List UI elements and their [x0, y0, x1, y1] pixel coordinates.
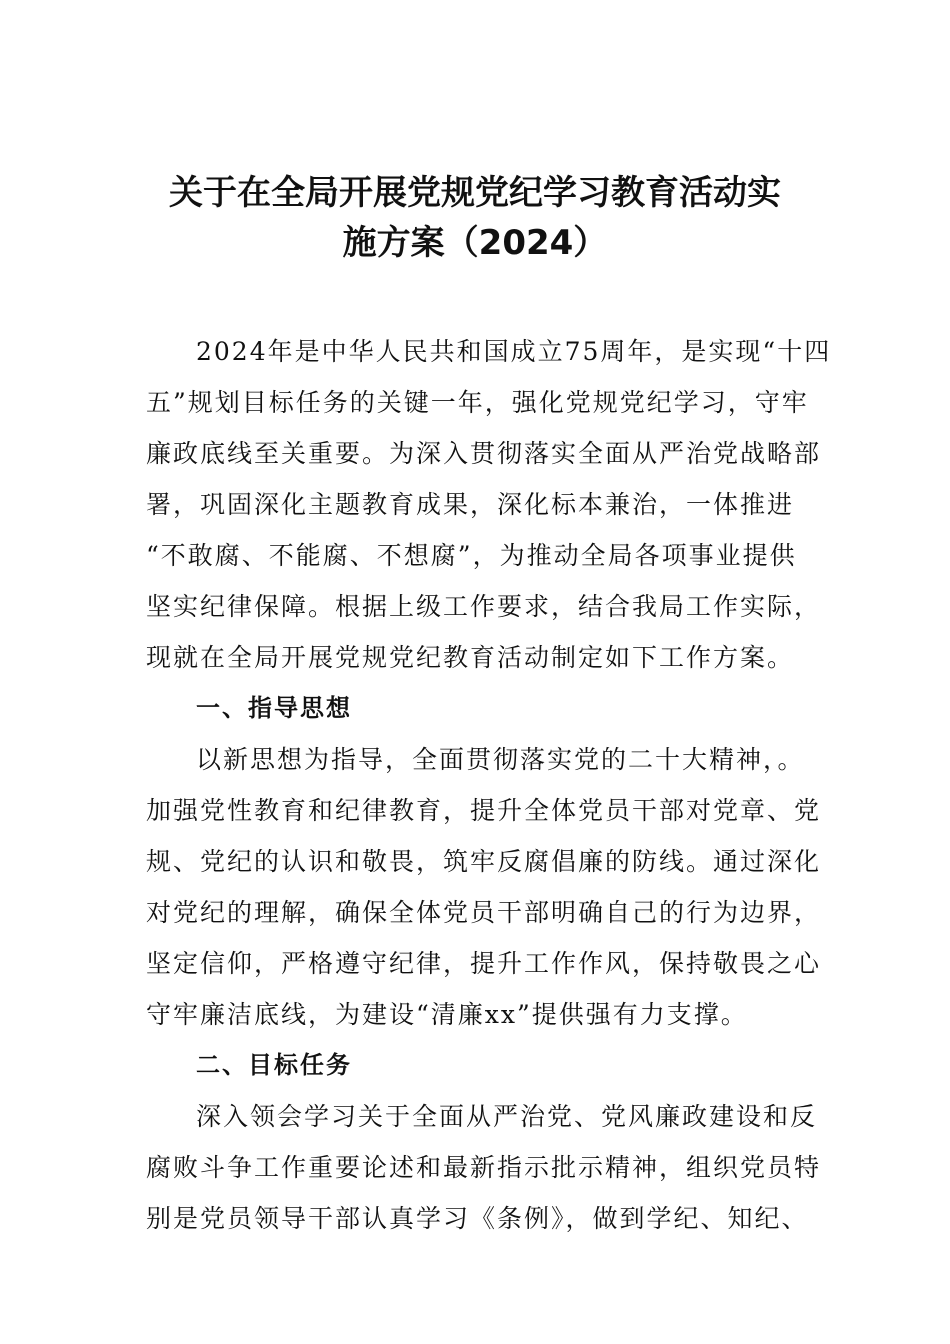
- paragraph-line: 五”规划目标任务的关键一年，强化党规党纪学习，守牢: [146, 388, 809, 417]
- paragraph-line: 别是党员领导干部认真学习《条例》，做到学纪、知纪、: [146, 1204, 809, 1233]
- paragraph-line: 2024年是中华人民共和国成立75周年，是实现“十四: [196, 337, 832, 366]
- paragraph-line: 坚实纪律保障。根据上级工作要求，结合我局工作实际，: [146, 592, 822, 621]
- paragraph-line: 现就在全局开展党规党纪教育活动制定如下工作方案。: [146, 643, 795, 672]
- paragraph-line: 守牢廉洁底线，为建设“清廉xx”提供强有力支撑。: [146, 1000, 748, 1029]
- paragraph-line: 腐败斗争工作重要论述和最新指示批示精神，组织党员特: [146, 1153, 822, 1182]
- paragraph-line: 对党纪的理解，确保全体党员干部明确自己的行为边界，: [146, 898, 822, 927]
- paragraph-line: 加强党性教育和纪律教育，提升全体党员干部对党章、党: [146, 796, 822, 825]
- paragraph-line: 署，巩固深化主题教育成果，深化标本兼治，一体推进: [146, 490, 795, 519]
- section-heading-goals: 二、目标任务: [196, 1051, 352, 1079]
- paragraph-line: 规、党纪的认识和敬畏，筑牢反腐倡廉的防线。通过深化: [146, 847, 822, 876]
- paragraph-line: “不敢腐、不能腐、不想腐”，为推动全局各项事业提供: [146, 541, 797, 570]
- paragraph-line: 坚定信仰，严格遵守纪律，提升工作作风，保持敬畏之心: [146, 949, 822, 978]
- title-line-1: 关于在全局开展党规党纪学习教育活动实: [169, 173, 781, 213]
- section-heading-guiding-thought: 一、指导思想: [196, 694, 352, 722]
- paragraph-line: 廉政底线至关重要。为深入贯彻落实全面从严治党战略部: [146, 439, 822, 468]
- title-line-2: 施方案（2024）: [342, 223, 608, 263]
- document-body: [146, 326, 832, 1244]
- paragraph-line: 深入领会学习关于全面从严治党、党风廉政建设和反: [196, 1102, 818, 1131]
- document-title: [150, 168, 800, 268]
- paragraph-line: 以新思想为指导，全面贯彻落实党的二十大精神，。: [196, 745, 805, 774]
